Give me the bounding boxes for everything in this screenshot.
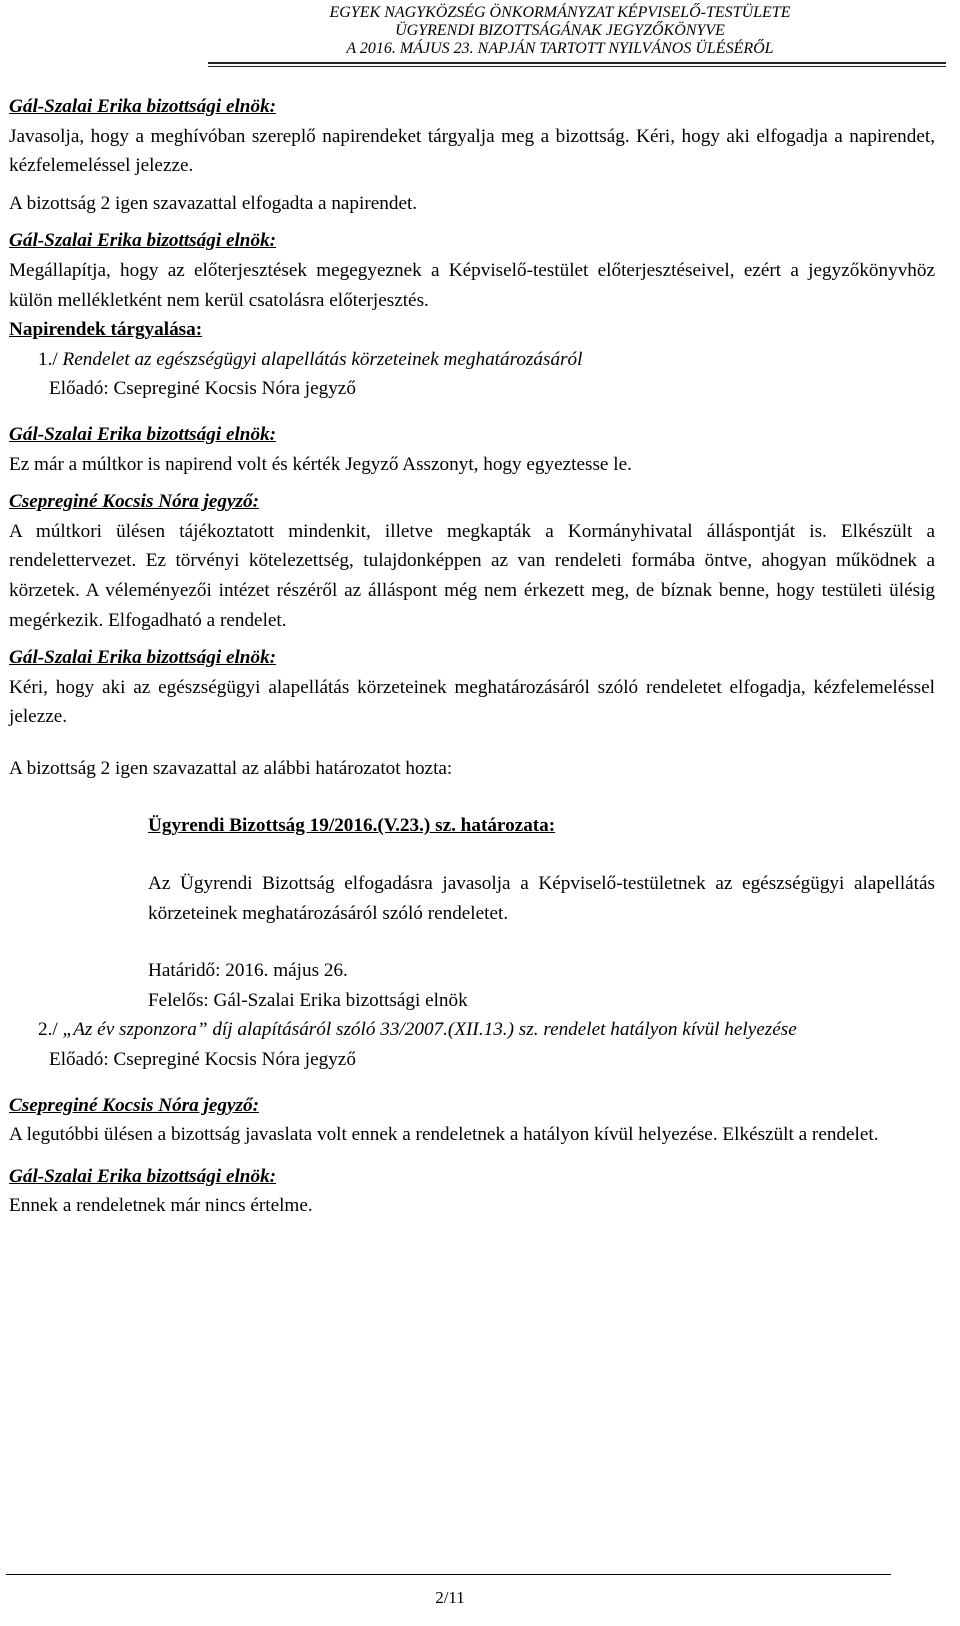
paragraph: A bizottság 2 igen szavazattal elfogadta a napirendet.	[9, 192, 418, 214]
paragraph: Kéri, hogy aki az egészségügyi alapellátás körzeteinek meghatározásáról szóló rendeletet elfogadja, kézfelemeléssel jelezze.	[9, 676, 935, 728]
header-rule-thin	[208, 66, 946, 67]
section-title: Napirendek tárgyalása:	[9, 319, 203, 341]
speaker-label: Gál-Szalai Erika bizottsági elnök:	[9, 96, 277, 117]
resolution-block	[9, 811, 935, 1015]
header-line-2: ÜGYRENDI BIZOTTSÁGÁNAK JEGYZŐKÖNYVE	[395, 22, 725, 39]
header-line-1: EGYEK NAGYKÖZSÉG ÖNKORMÁNYZAT KÉPVISELŐ-TESTÜLETE	[329, 4, 791, 21]
agenda-item-1	[9, 345, 935, 375]
agenda-item-2	[9, 1015, 935, 1045]
paragraph: Megállapítja, hogy az előterjesztések megegyeznek a Képviselő-testület előterjesztéseivel, ezért a jegyzőkönyvhöz külön mellékletként nem kerül csatolásra előterjesztés.	[9, 259, 935, 311]
agenda-title: Rendelet az egészségügyi alapellátás körzeteinek meghatározásáról	[57, 348, 583, 370]
resolution-deadline: Határidő: 2016. május 26.	[148, 960, 348, 982]
agenda-title: „Az év szponzora” díj alapításáról szóló 33/2007.(XII.13.) sz. rendelet hatályon kívül helyezése	[57, 1019, 797, 1041]
page-header	[0, 4, 960, 58]
resolution-title: Ügyrendi Bizottság 19/2016.(V.23.) sz. határozata:	[148, 815, 556, 837]
speaker-label: Gál-Szalai Erika bizottsági elnök:	[9, 647, 277, 669]
speaker-label: Gál-Szalai Erika bizottsági elnök:	[9, 230, 277, 252]
footer-rule	[6, 1574, 891, 1575]
header-rule	[208, 62, 946, 64]
paragraph: A múltkori ülésen tájékoztatott mindenkit, illetve megkapták a Kormányhivatal álláspontját is. Elkészült a rendelettervezet. Ez törvényi kötelezettség, tulajdonképpen az van rendeleti formába öntve, ahogyan működnek a körzetek. A véleményezői intézet részéről az álláspont még nem érkezett meg, de bíznak benne, hogy testületi ülésig megérkezik. Elfogadható a rendelet.	[9, 520, 935, 631]
speaker-label: Gál-Szalai Erika bizottsági elnök:	[9, 423, 277, 445]
resolution-responsible: Felelős: Gál-Szalai Erika bizottsági elnök	[148, 989, 468, 1011]
speaker-label: Csepreginé Kocsis Nóra jegyző:	[9, 491, 259, 513]
agenda-presenter: Előadó: Csepreginé Kocsis Nóra jegyző	[49, 378, 356, 400]
paragraph: Javasolja, hogy a meghívóban szereplő napirendeket tárgyalja meg a bizottság. Kéri, hogy aki elfogadja a napirendet, kézfelemeléssel jelezze.	[9, 125, 935, 177]
agenda-presenter: Előadó: Csepreginé Kocsis Nóra jegyző	[49, 1049, 356, 1071]
resolution-text: Az Ügyrendi Bizottság elfogadásra javasolja a Képviselő-testületnek az egészségügyi alapellátás körzeteinek meghatározásáról szóló rendeletet.	[148, 873, 935, 924]
document-body	[9, 92, 935, 1221]
speaker-label: Csepreginé Kocsis Nóra jegyző:	[9, 1094, 259, 1116]
agenda-number: 2./	[38, 1019, 58, 1041]
speaker-label: Gál-Szalai Erika bizottsági elnök:	[9, 1165, 277, 1187]
paragraph: Ez már a múltkor is napirend volt és kérték Jegyző Asszonyt, hogy egyeztesse le.	[9, 453, 632, 475]
agenda-number: 1./	[38, 348, 58, 370]
header-line-3: A 2016. MÁJUS 23. NAPJÁN TARTOTT NYILVÁNOS ÜLÉSÉRŐL	[346, 40, 774, 57]
paragraph: Ennek a rendeletnek már nincs értelme.	[9, 1195, 313, 1217]
page-number: 2/11	[435, 1588, 465, 1607]
paragraph: A legutóbbi ülésen a bizottság javaslata volt ennek a rendeletnek a hatályon kívül helyezése. Elkészült a rendelet.	[9, 1124, 879, 1146]
paragraph: A bizottság 2 igen szavazattal az alábbi határozatot hozta:	[9, 757, 453, 779]
